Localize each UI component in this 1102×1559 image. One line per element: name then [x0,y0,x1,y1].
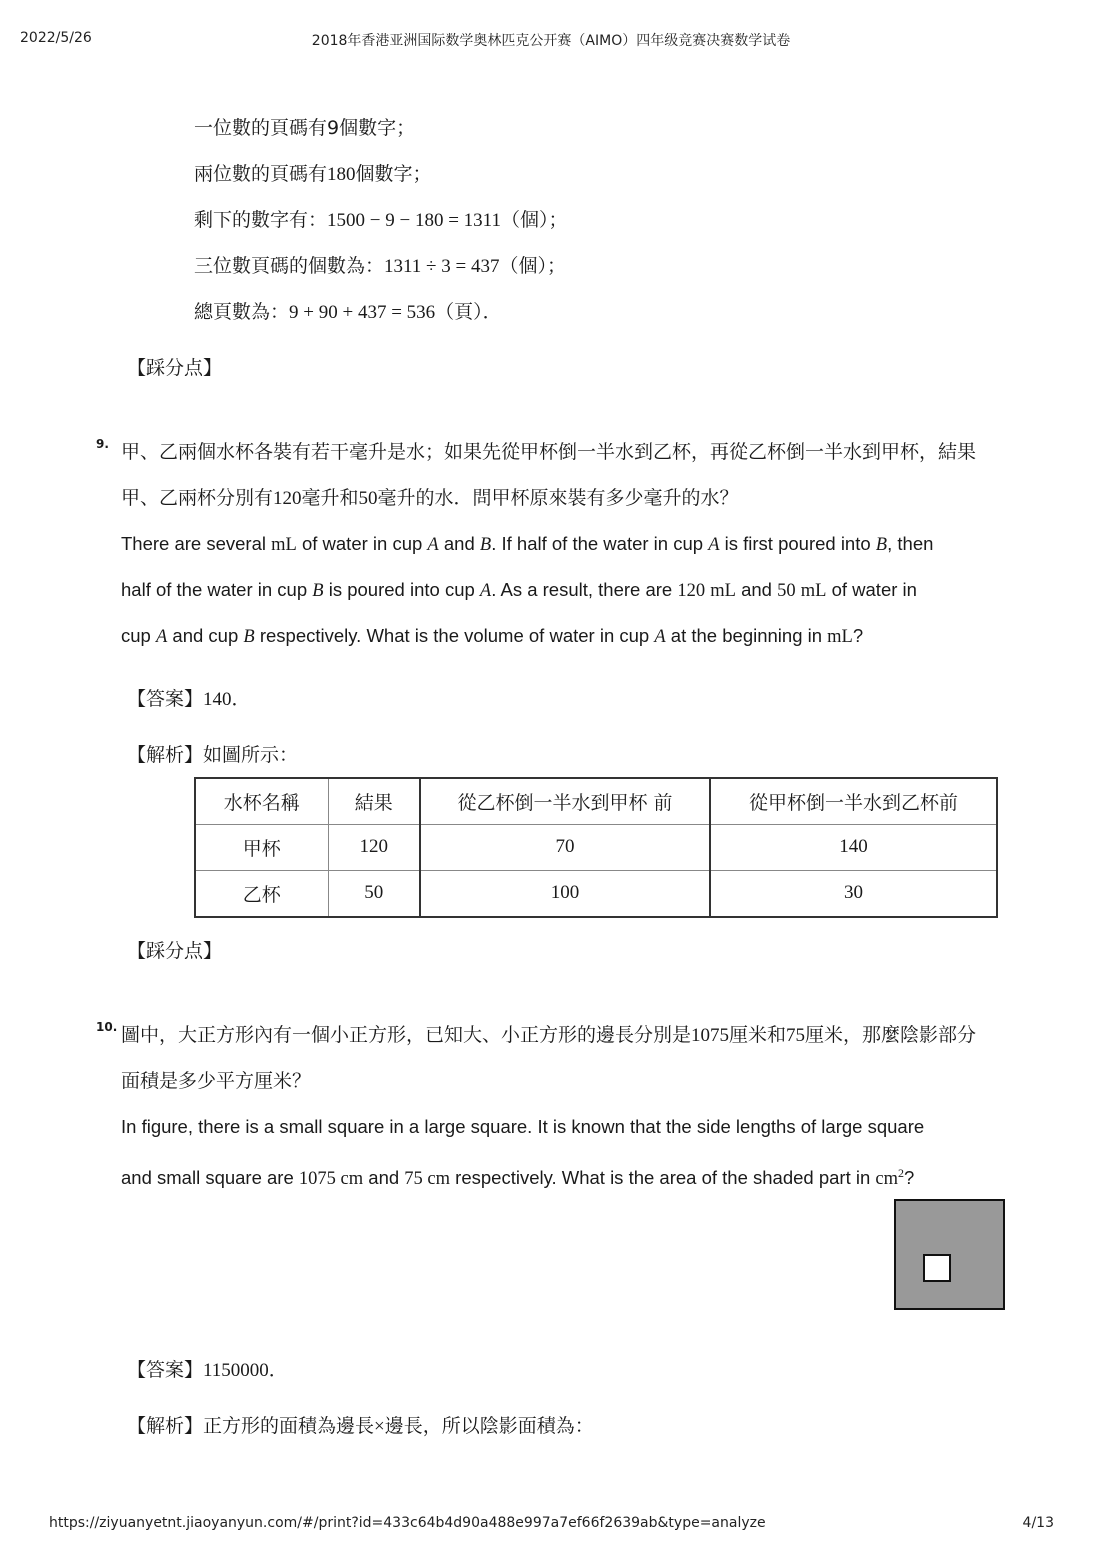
print-date: 2022/5/26 [20,30,92,46]
table-cell: 120 [328,825,420,871]
q10-analysis: 【解析】正方形的面積為邊長×邊長，所以陰影面積為： [127,1415,594,1437]
q10-en-line-1: In figure, there is a small square in a large square. It is known that the side lengths of large square [121,1116,925,1137]
table-cell: 100 [420,870,710,917]
q8-line-4: 三位數頁碼的個數為：1311 ÷ 3 = 437（個）； [194,255,566,277]
q10-answer: 【答案】1150000． [127,1359,288,1381]
q9-en-line-1: There are several mL of water in cup A and B. If half of the water in cup A is first poured into B, then [121,533,934,555]
table-cell: 甲杯 [195,825,328,871]
table-cell: 70 [420,825,710,871]
table-header-cell: 從甲杯倒一半水到乙杯前 [710,778,997,825]
q9-cn-line-1: 甲、乙兩個水杯各裝有若干毫升是水；如果先從甲杯倒一半水到乙杯，再從乙杯倒一半水到甲杯，結果 [121,441,977,463]
q9-en-line-3: cup A and cup B respectively. What is the volume of water in cup A at the beginning in mL? [121,625,864,647]
q8-line-1: 一位數的頁碼有9個數字； [194,117,416,139]
table-header-row [195,778,997,825]
page-number: 4/13 [1022,1515,1054,1531]
q8-line-3: 剩下的數字有：1500 − 9 − 180 = 1311（個）； [194,209,568,231]
table-header-cell: 水杯名稱 [195,778,328,825]
table-cell: 30 [710,870,997,917]
table-header-cell: 結果 [328,778,420,825]
q9-en-line-2: half of the water in cup B is poured into cup A. As a result, there are 120 mL and 50 mL of water in [121,579,917,601]
table-cell: 乙杯 [195,870,328,917]
q10-number: 10. [96,1020,118,1034]
q8-line-5: 總頁數為：9 + 90 + 437 = 536（頁）． [194,301,502,323]
table-cell: 50 [328,870,420,917]
q9-cn-line-2: 甲、乙兩杯分別有120毫升和50毫升的水．問甲杯原來裝有多少毫升的水？ [121,487,739,509]
q9-number: 9. [96,437,109,451]
table-header-cell: 從乙杯倒一半水到甲杯 前 [420,778,710,825]
table-row [195,825,997,871]
q9-analysis: 【解析】如圖所示： [127,744,299,766]
page-url: https://ziyuanyetnt.jiaoyanyun.com/#/print?id=433c64b4d90a488e997a7ef66f2639ab&type=analyze [49,1515,766,1531]
q10-cn-line-1: 圖中，大正方形內有一個小正方形，已知大、小正方形的邊長分別是1075厘米和75厘米，那麼陰影部分 [121,1024,977,1046]
q9-points-label: 【踩分点】 [127,940,223,962]
q10-cn-line-2: 面積是多少平方厘米？ [121,1070,312,1092]
q9-answer: 【答案】140． [127,688,251,710]
q10-en-line-2: and small square are 1075 cm and 75 cm respectively. What is the area of the shaded part in $cm^2$? [121,1166,915,1190]
large-square-figure [894,1199,1005,1310]
q8-line-2: 兩位數的頁碼有180個數字； [194,163,432,185]
table-cell: 140 [710,825,997,871]
small-square-figure [923,1254,951,1282]
q8-points-label: 【踩分点】 [127,357,223,379]
table-row [195,870,997,917]
document-title: 2018年香港亚洲国际数学奥林匹克公开赛（AIMO）四年级竞赛决赛数学试卷 [311,33,791,49]
cups-table [194,777,998,918]
